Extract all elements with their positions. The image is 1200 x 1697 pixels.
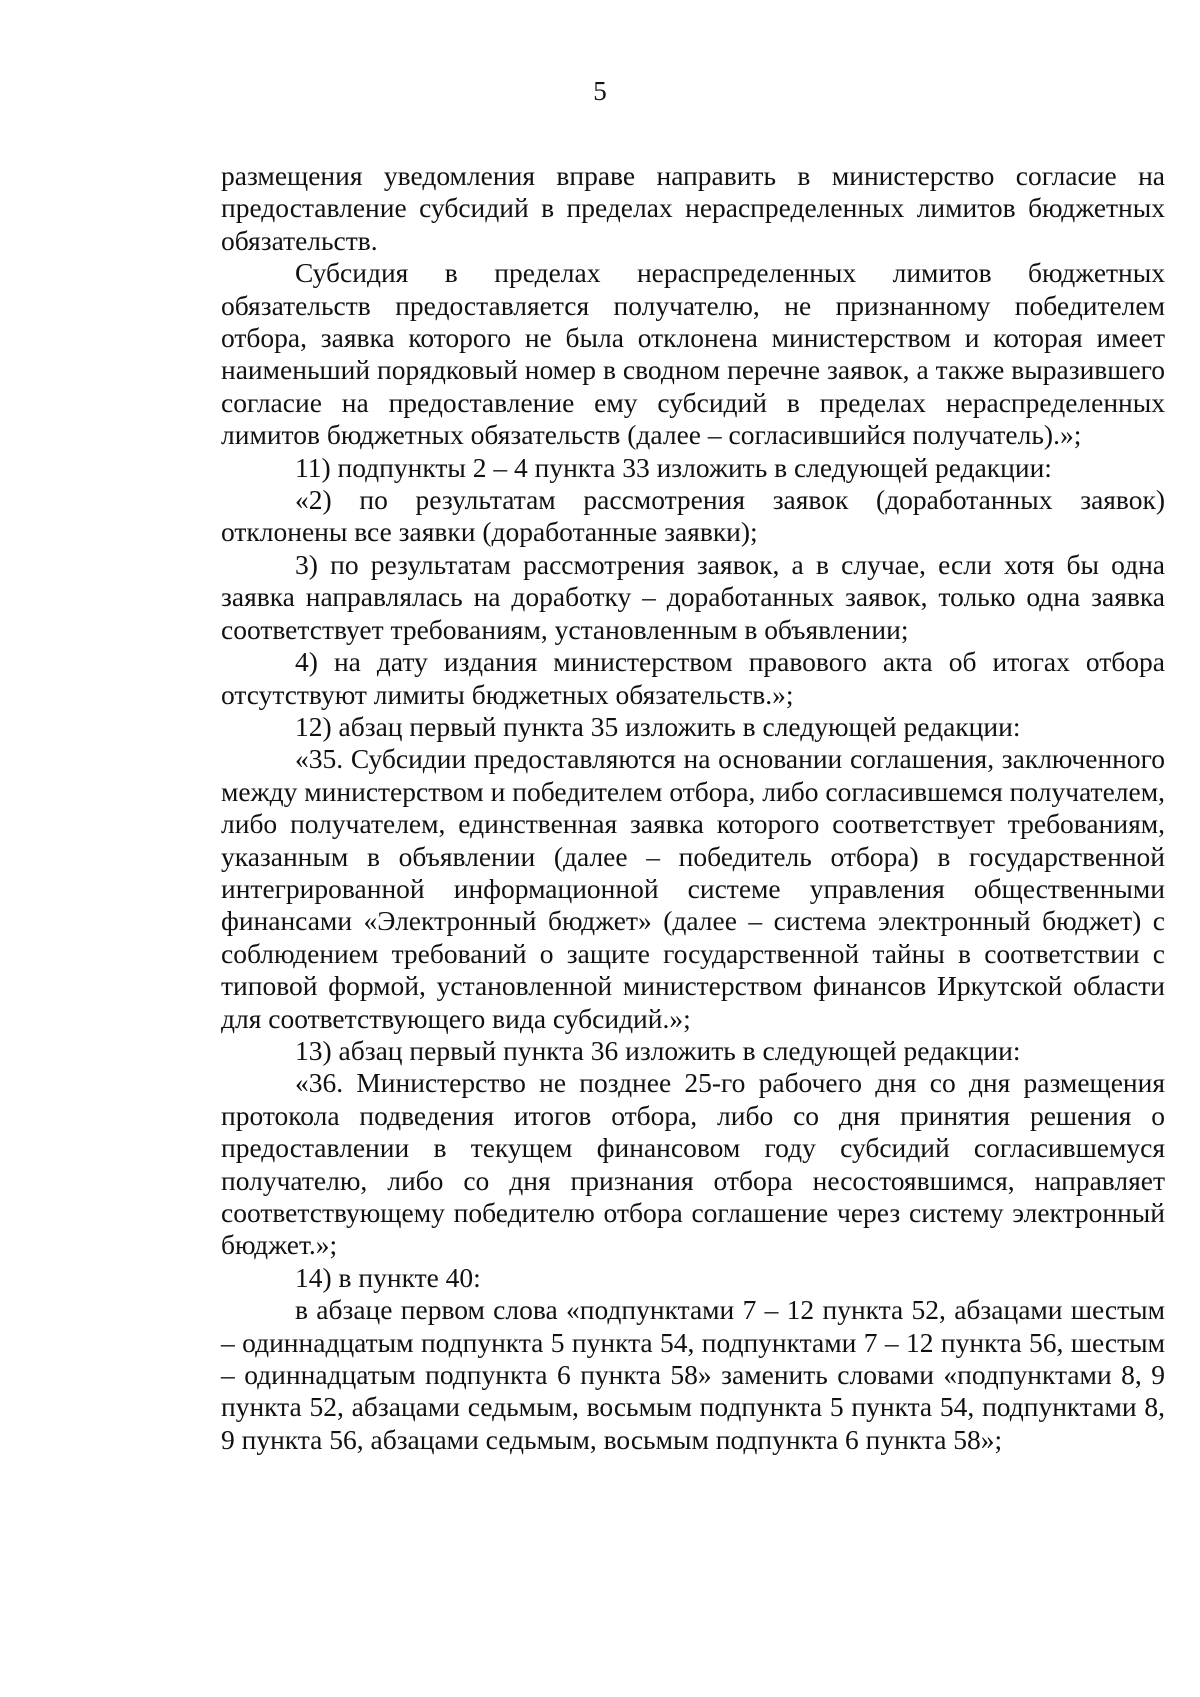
paragraph-amendment-14: 14) в пункте 40: bbox=[295, 1261, 481, 1293]
paragraph-subitem-2: «2) по результатам рассмотрения заявок (доработанных заявок) отклонены все заявки (доработанные заявки); bbox=[221, 484, 1165, 548]
paragraph-subitem-3: 3) по результатам рассмотрения заявок, а в случае, если хотя бы одна заявка направлялась на доработку – доработанных заявок, только одна заявка соответствует требованиям, установленным в объявлении; bbox=[221, 548, 1165, 645]
paragraph-clause-35: «35. Субсидии предоставляются на основании соглашения, заключенного между министерством и победителем отбора, либо согласившемся получателем, либо получателем, единственная заявка которого соответствует требованиям, указанным в объявлении (далее – победитель отбора) в государственной интегрированной информационной системе управления общественными финансами «Электронный бюджет» (далее – система электронный бюджет) с соблюдением требований о защите государственной тайны в соответствии с типовой формой, установленной министерством финансов Иркутской области для соответствующего вида субсидий.»; bbox=[221, 743, 1165, 1034]
paragraph-subitem-4: 4) на дату издания министерством правового акта об итогах отбора отсутствуют лимиты бюджетных обязательств.»; bbox=[221, 646, 1165, 710]
paragraph-subsidy-limits: Субсидия в пределах нераспределенных лимитов бюджетных обязательств предоставляется получателю, не признанному победителем отбора, заявка которого не была отклонена министерством и которая имеет наименьший порядковый номер в сводном перечне заявок, а также выразившего согласие на предоставление ему субсидий в пределах нераспределенных лимитов бюджетных обязательств (далее – согласившийся получатель).»; bbox=[221, 257, 1165, 451]
paragraph-amendment-12: 12) абзац первый пункта 35 изложить в следующей редакции: bbox=[295, 710, 1021, 742]
paragraph-amendment-11: 11) подпункты 2 – 4 пункта 33 изложить в следующей редакции: bbox=[295, 451, 1052, 483]
document-body bbox=[221, 160, 1165, 1456]
paragraph-clause-40-replacement: в абзаце первом слова «подпунктами 7 – 12 пункта 52, абзацами шестым – одиннадцатым подпункта 5 пункта 54, подпунктами 7 – 12 пункта 56, шестым – одиннадцатым подпункта 6 пункта 58» заменить словами «подпунктами 8, 9 пункта 52, абзацами седьмым, восьмым подпункта 5 пункта 54, подпунктами 8, 9 пункта 56, абзацами седьмым, восьмым подпункта 6 пункта 58»; bbox=[221, 1294, 1165, 1455]
paragraph-continuation: размещения уведомления вправе направить в министерство согласие на предоставление субсидий в пределах нераспределенных лимитов бюджетных обязательств. bbox=[221, 160, 1165, 256]
page-number: 5 bbox=[593, 76, 607, 106]
paragraph-amendment-13: 13) абзац первый пункта 36 изложить в следующей редакции: bbox=[295, 1034, 1021, 1066]
paragraph-clause-36: «36. Министерство не позднее 25-го рабочего дня со дня размещения протокола подведения итогов отбора, либо со дня принятия решения о предоставлении в текущем финансовом году субсидий согласившемуся получателю, либо со дня признания отбора несостоявшимся, направляет соответствующему победителю отбора соглашение через систему электронный бюджет.»; bbox=[221, 1067, 1165, 1261]
